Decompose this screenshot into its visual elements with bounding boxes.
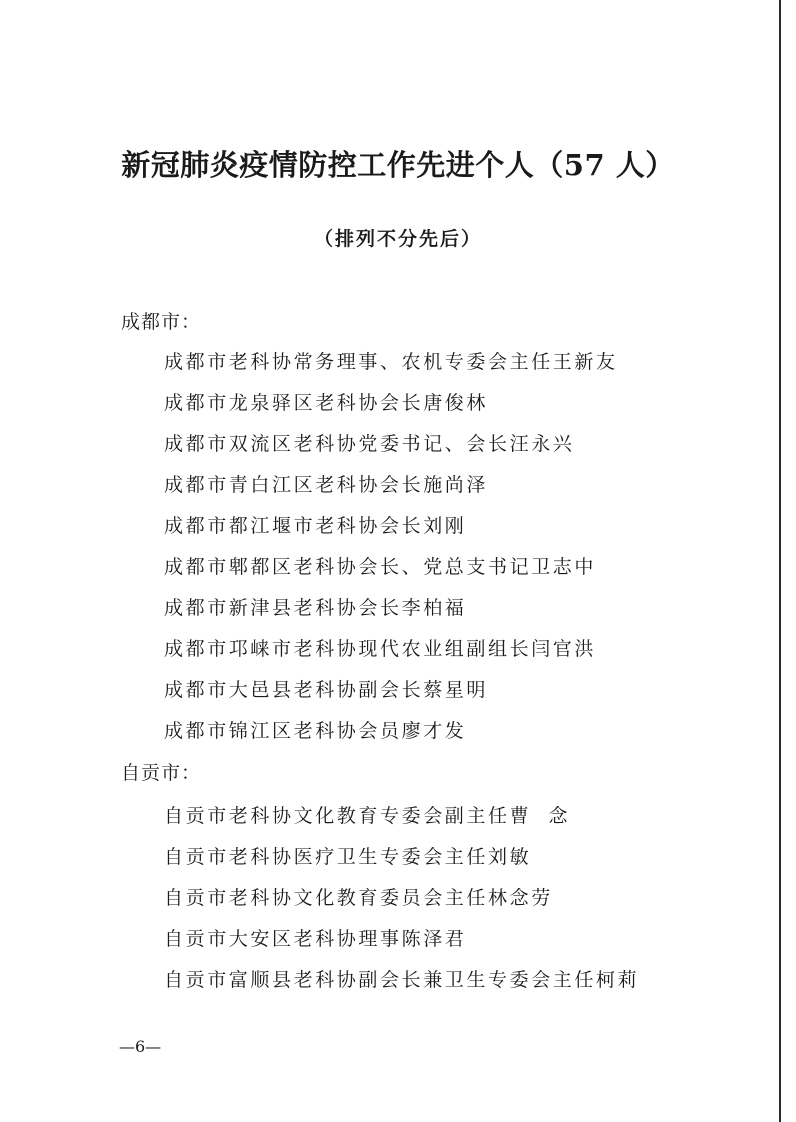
- list-item: 成都市锦江区老科协会员廖才发: [164, 720, 467, 742]
- section-city-title: 自贡市：: [121, 762, 202, 784]
- list-item: 成都市大邑县老科协副会长蔡星明: [164, 679, 489, 701]
- list-item: 成都市双流区老科协党委书记、会长汪永兴: [164, 433, 575, 455]
- list-item: 自贡市老科协医疗卫生专委会主任刘敏: [164, 846, 532, 868]
- list-item: 自贡市大安区老科协理事陈泽君: [164, 928, 467, 950]
- document-title: 新冠肺炎疫情防控工作先进个人（57 人）: [121, 148, 675, 182]
- list-item: 成都市郫都区老科协会长、党总支书记卫志中: [164, 556, 597, 578]
- page-number: —6—: [119, 1037, 162, 1056]
- list-item: 自贡市老科协文化教育委员会主任林念劳: [164, 887, 553, 909]
- list-item: 成都市都江堰市老科协会长刘刚: [164, 515, 467, 537]
- list-item: 成都市新津县老科协会长李柏福: [164, 597, 467, 619]
- list-item: 成都市龙泉驿区老科协会长唐俊林: [164, 392, 489, 414]
- list-item: 成都市青白江区老科协会长施尚泽: [164, 474, 489, 496]
- list-item: 自贡市富顺县老科协副会长兼卫生专委会主任柯莉: [164, 969, 640, 991]
- list-item: 自贡市老科协文化教育专委会副主任曹 念: [164, 805, 571, 827]
- list-item: 成都市老科协常务理事、农机专委会主任王新友: [164, 351, 618, 373]
- list-item: 成都市邛崃市老科协现代农业组副组长闫官洪: [164, 638, 597, 660]
- section-city-title: 成都市：: [121, 311, 202, 333]
- document-subtitle: （排列不分先后）: [313, 228, 482, 250]
